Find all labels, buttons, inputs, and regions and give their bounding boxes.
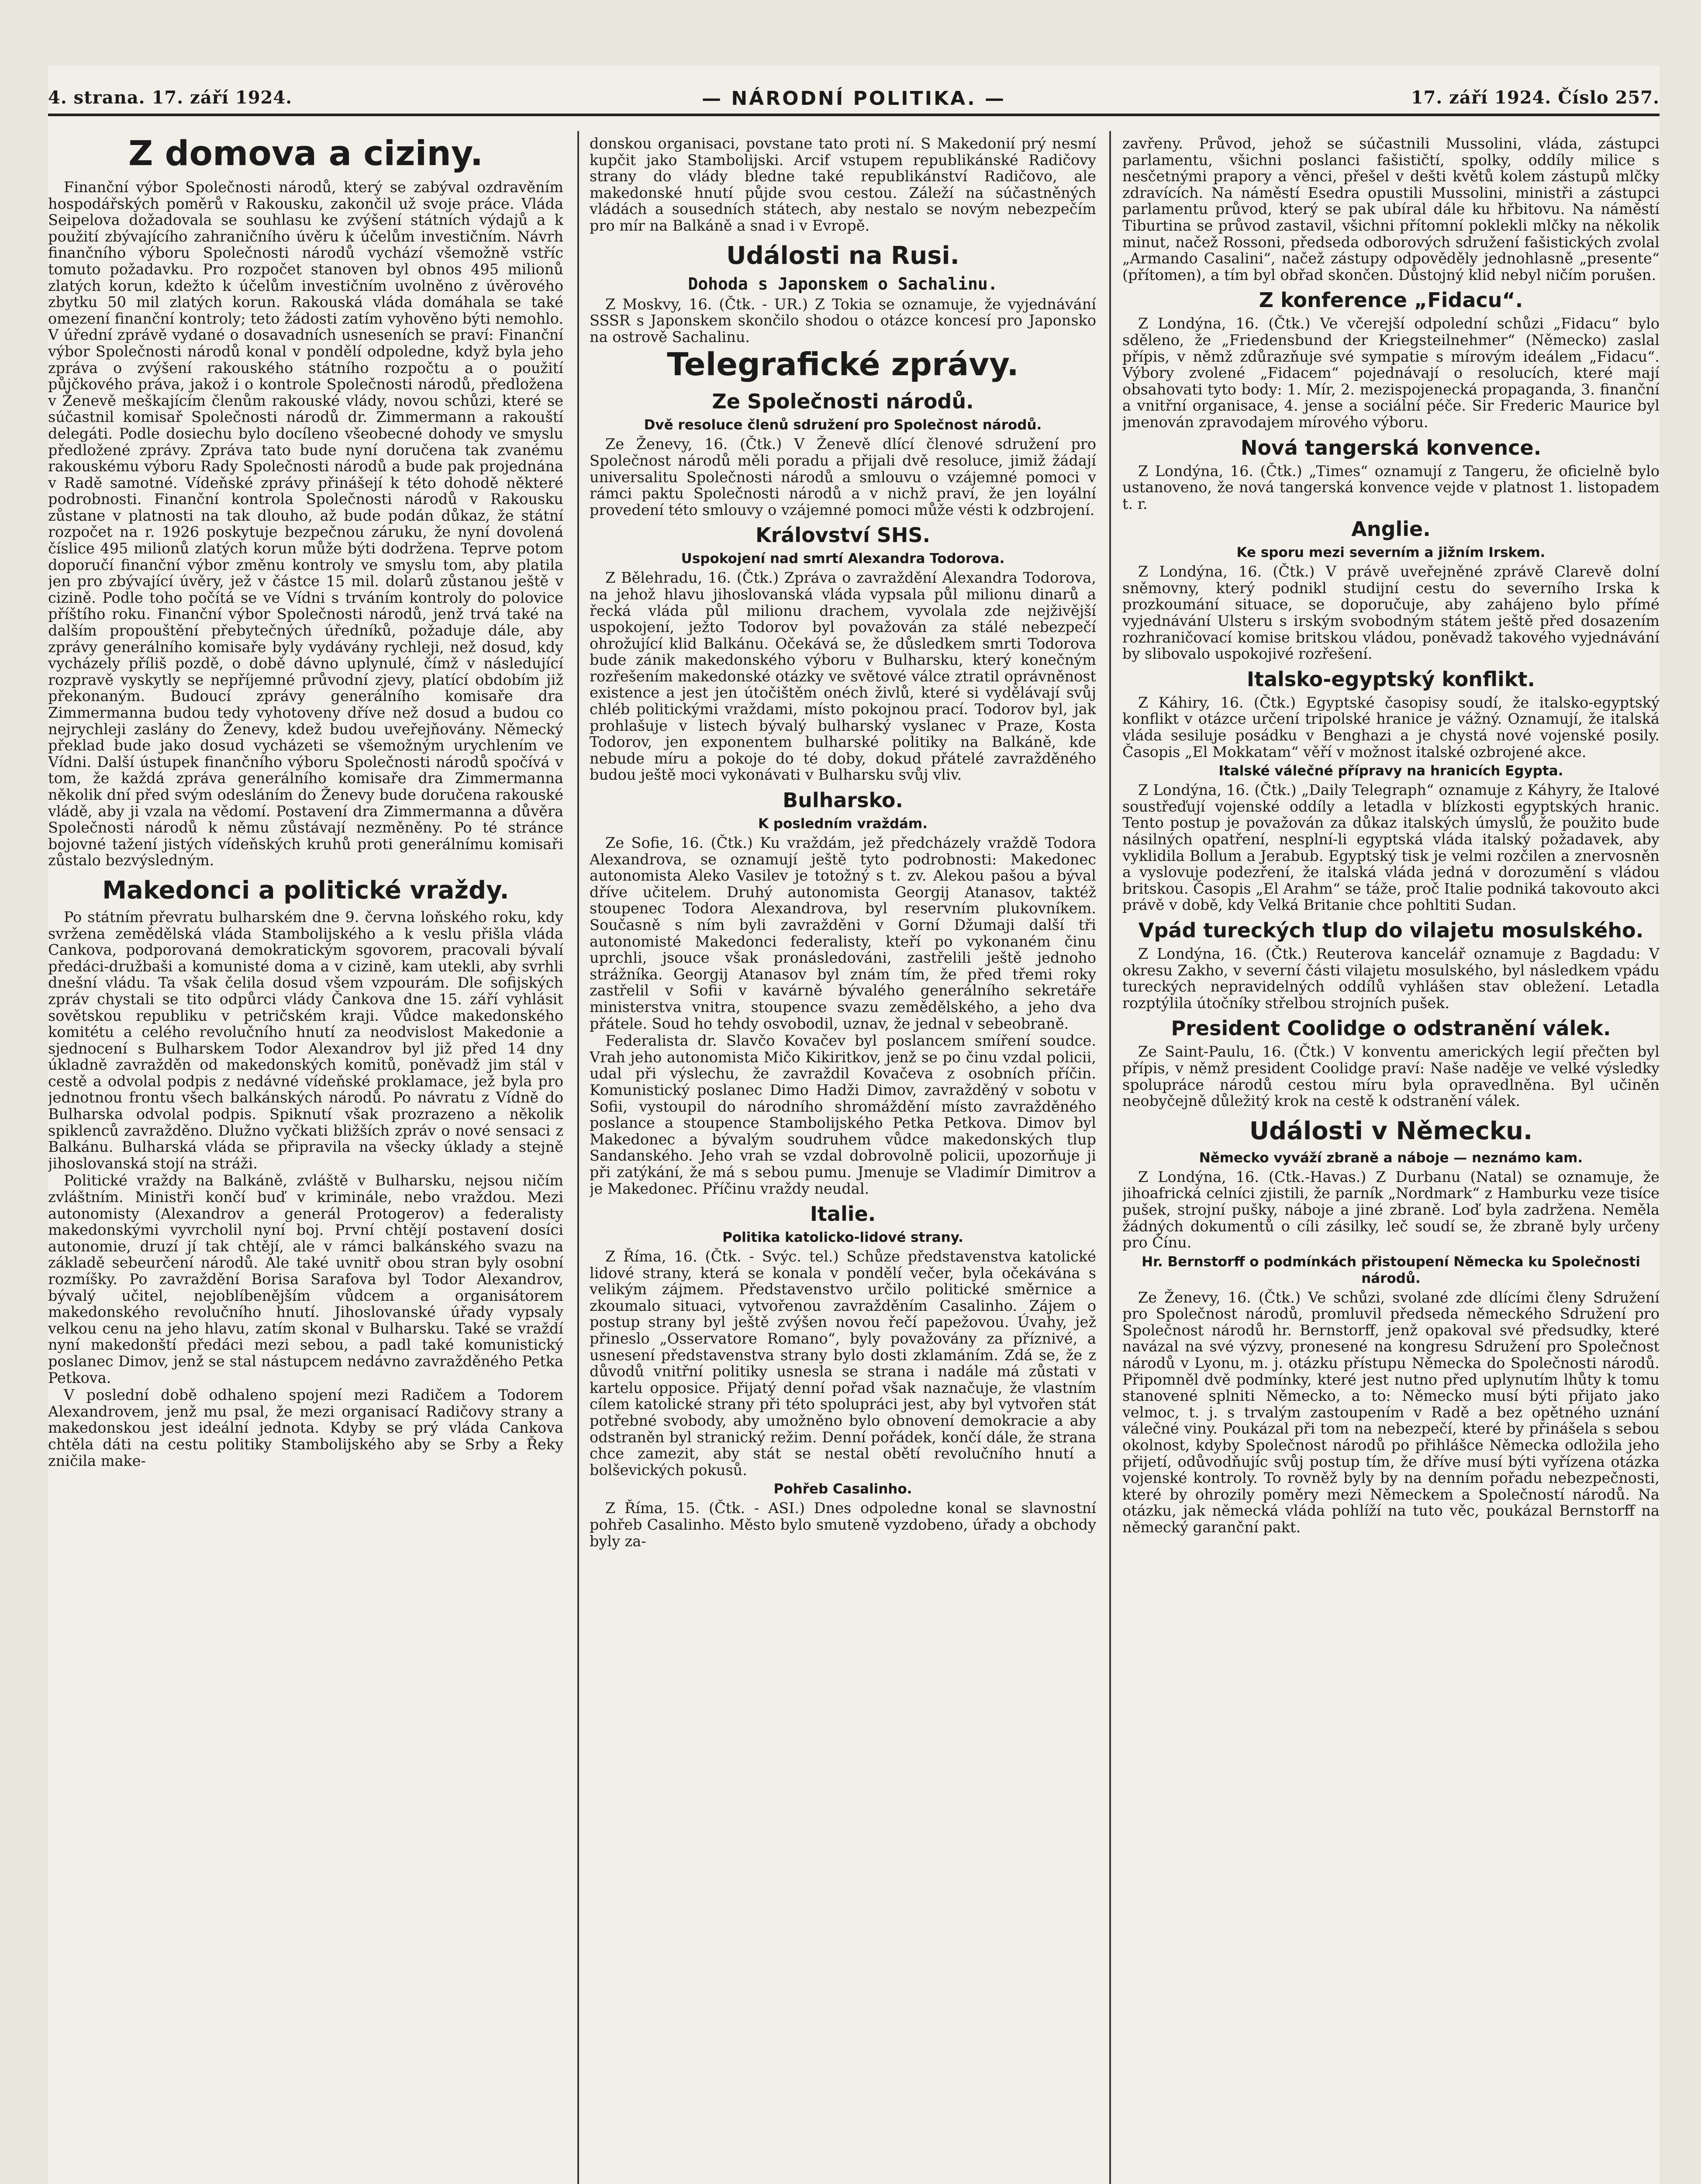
article-rakousko: Finanční výbor Společnosti národů, který se zabýval ozdravěním hospodářských poměrů v Rakousku, zakončil už svoje práce. Vláda Seipelova dožadovala se souhlasu ke zvýšení státních výdajů a k použití zbývajícího zahraničního úvěru k účelům investičním. Návrh finančního výboru Společnosti národů vychází všemožně vstříc tomuto požadavku. Pro rozpočet stanoven byl obnos 495 milionů zlatých korun, kdežto k účelům investičním uvolněno z úvěrového zbytku 50 mil zlatých korun. Rakouská vláda domáhala se také omezení finanční kontroly; teto žádosti zatím vyhověno býti nemohlo. V úřední zprávě vydané o dosavadních usneseních se praví: Finanční výbor Společnosti národů konal v pondělí odpoledne, když byla jeho zpráva o zvýšení rakouského státního rozpočtu a o použití půjčkového práva, jakož i o kontrole Společnosti národů, předložena v Ženevě meškajícím členům rakouské vlády, novou schůzi, které se súčastnil komisař Společnosti národů dr. Zimmermann a rakouští delegáti. Podle dosiechu bylo docíleno všeobecné dohody ve smyslu předložené zprávy. Zpráva tato bude nyní doručena tak zvanému rakouskému výboru Rady Společnosti národů a bude pak projednána v Radě samotné. Vídeňské zprávy přinášejí k této dohodě některé podrobnosti. Finanční kontrola Společnosti národů v Rakousku zůstane v platnosti na tak dlouho, až bude podán důkaz, že státní rozpočet na r. 1926 poskytuje bezpečnou záruku, že nyní dovolená číslice 495 milionů zlatých korun může býti dodržena. Teprve potom doporučí finanční výbor změnu kontroly ve smyslu tom, aby platila jen pro zbývající úvěry, jež v částce 15 mil. dolarů zůstanou ještě v cizině. Podle toho počítá se ve Vídni s trváním kontroly do polovice příštího roku. Finanční výbor Společnosti národů, jenž trvá také na dalším propouštění přebytečných úředníků, požaduje dále, aby zprávy generálního komisaře byly vydávány rychleji, než dosud, kdy vycházely příliš pozdě, o době dávno uplynulé, čímž v následující rozpravě vyskytly se nepříjemné průvodní zjevy, platící obdobím již překonaným. Budoucí zprávy generálního komisaře dra Zimmermanna budou tedy vyhotoveny dříve než dosud a budou co nejrychleji zaslány do Ženevy, kdež budou uveřejňovány. Německý překlad bude jako dosud vycházeti se všemožným urychlením ve Vídni. Další ústupek finančního výboru Společnosti národů spočívá v tom, že každá zpráva generálního komisaře dra Zimmermanna několik dní před svým odesláním do Ženevy bude doručena rakouské vládě, aby ji vzala na vědomí. Postavení dra Zimmermanna a důvěra Společnosti národů k němu zůstávají nezměněny. Po té stránce bojovné tažení jistých vídeňských kruhů proti generálnímu komisaři zůstalo bezvýsledným. [48, 179, 563, 869]
page-header [48, 66, 1660, 116]
article-paragraph: Z Londýna, 16. (Ctk.-Havas.) Z Durbanu (Natal) se oznamuje, že jihoafrická celníci zjistili, že parník „Nordmark“ z Hamburku veze tisíce pušek, strojní pušky, náboje a jiné zbraně. Loď byla zadržena. Neměla žádných dokumentů o cíli zásilky, leč soudí se, že zbraně byly určeny pro Čínu. [1122, 1168, 1660, 1251]
heading-spolecnost-narodu: Ze Společnosti národů. [712, 390, 974, 414]
article-paragraph: Ze Sofie, 16. (Čtk.) Ku vraždám, jež předcházely vraždě Todora Alexandrova, se oznamují ještě tyto podrobnosti: Makedonec autonomista Aleko Vasilev je totožný s t. zv. Alekou pašou a býval dříve učitelem. Druhý autonomista Georgij Atanasov, taktéž stoupenec Todora Alexandrova, byl reservním plukovníkem. Současně s ním byli zavražděni v Gorní Džumaji další tři autonomisté Makedonci federalisty, kteří po vykonaném činu uprchli, jsouce však pronásledováni, zastřelili ještě jednoho strážníka. Georgij Atanasov byl znám tím, že před třemi roky zastřelil v Sofii v kavárně bývalého generálního sekretáře ministerstva vnitra, stoupence svazu zemědělského, a jeho dva přátele. Soud ho tehdy osvobodil, uznav, že jednal v sebeobraně. [590, 834, 1096, 1032]
heading-tanger: Nová tangerská konvence. [1240, 435, 1542, 460]
article-paragraph: Ze Ženevy, 16. (Čtk.) V Ženevě dlící členové sdružení pro Společnost národů měli poradu a přijali dvě resoluce, jimiž žádají universalitu Společnosti národů a smlouvu o vzájemné pomoci v rámci paktu Společnosti národů a v nichž praví, že jen loyální provedení této smlouvy o vzájemné pomoci může vésti k odzbrojení. [590, 435, 1096, 518]
article-paragraph: Federalista dr. Slavčo Kovačev byl poslancem smíření soudce. Vrah jeho autonomista Mičo Kikiritkov, jenž se po činu vzdal policii, udal při výslechu, že zavraždil Kovačeva z osobních příčin. Komunistický poslanec Dimo Hadži Dimov, zavražděný v sobotu v Sofii, vystoupil do národního shromáždění místo zavražděného poslance a stoupence Stambolijského Petka Petkova. Dimov byl Makedonec a bývalým soudruhem vůdce makedonských tlup Sandanského. Jeho vrah se vzdal dobrovolně policii, upozorňuje ji při zatýkání, že má s sebou pumu. Jmenuje se Vladimír Dimitrov a je Makedonec. Příčinu vraždy neudal. [590, 1032, 1096, 1197]
heading-rusi: Události na Rusi. [726, 241, 959, 270]
section-title-telegraphic: Telegrafické zprávy. [667, 346, 1019, 383]
column-1 [48, 135, 563, 2184]
article-paragraph: Z Londýna, 16. (Čtk.) Ve včerejší odpolední schůzi „Fidacu“ bylo sděleno, že „Friedensbund der Kriegsteilnehmer“ (Německo) zaslal přípis, v němž zdůrazňuje své sympatie s mírovým ideálem „Fidacu“. Výbory zvolené „Fidacem“ pojednávají o resolucích, které mají obsahovati tyto body: 1. Mír, 2. mezispojenecká propaganda, 3. finanční a vnitřní organisace, 4. jense a sociální péče. Sir Frederic Maurice byl jmenován zpravodajem mírového výboru. [1122, 315, 1660, 431]
masthead-title: — NÁRODNÍ POLITIKA. — [702, 87, 1006, 110]
subheading-resoluce: Dvě resoluce členů sdružení pro Společnost národů. [644, 417, 1042, 433]
article-paragraph: Z Moskvy, 16. (Čtk. - UR.) Z Tokia se oznamuje, že vyjednávání SSSR s Japonskem skončilo shodou o otázce koncesí pro Japonsko na ostrově Sachalinu. [590, 295, 1096, 346]
article-paragraph: Po státním převratu bulharském dne 9. června loňského roku, kdy svržena zemědělská vláda Stambolijského a k veslu přišla vláda Cankova, podporovaná demokratickým sgovorem, pracovali bývalí předáci-družbaši a komunisté doma a v cizině, kam utekli, aby svrhli dnešní vládu. Ta však čelila dosud všem vzpourám. Dle sofijských zpráv chystali se tito odpůrci vlády Čankova dne 15. září vyhlásit sovětskou republiku v petričském kraji. Vůdce makedonského komitétu a celého revolučního hnutí za neodvislost Makedonie a sjednocení s Bulharskem Todor Alexandrov byl již před 14 dny úkladně zavražděn od makedonských komitů, poněvadž jim stál v cestě a odvolal podpis z nedávné vídeňské proklamace, jež byla pro jednotnou frontu všech balkánských národů. Po návratu z Vídně do Bulharska odvolal podpis. Spiknutí však prozrazeno a několik spiklenců zavražděno. Dlužno vyčkati bližších zpráv o nové sensaci z Balkánu. Bulharská vláda se připravila na všecky úklady a stejně jihoslovanská stojí na stráži. [48, 908, 563, 1172]
subheading-irsko: Ke sporu mezi severním a jižním Irskem. [1236, 545, 1546, 561]
article-paragraph: Z Říma, 15. (Čtk. - ASI.) Dnes odpoledne konal se slavnostní pohřeb Casalinho. Město bylo smuteně vyzdobeno, úřady a obchody byly za- [590, 1500, 1096, 1550]
heading-fidac: Z konference „Fidacu“. [1259, 288, 1523, 312]
heading-italsko-egyptsky: Italsko-egyptský konflikt. [1247, 667, 1535, 691]
subheading-sachalin: Dohoda s Japonskem o Sachalinu. [688, 274, 998, 294]
article-paragraph: V poslední době odhaleno spojení mezi Radičem a Todorem Alexandrovem, jenž mu psal, že mezi organisací Radičovy strany a makedonskou jest ideální jednota. Kdyby se prý vláda Cankova chtěla dáti na cestu politiky Stambolijského aby se Srby a Řeky zničila make- [48, 1386, 563, 1469]
article-paragraph: Ze Saint-Paulu, 16. (Čtk.) V konventu amerických legií přečten byl přípis, v němž president Coolidge praví: Naše naděje ve velké výsledky spolupráce národů cestou míru byla opravedlněna. Byl učiněn neobyčejně důležitý krok na cestě k odstranění válek. [1122, 1043, 1660, 1110]
subheading-todorov: Uspokojení nad smrtí Alexandra Todorova. [681, 551, 1005, 567]
column-3 [1122, 135, 1660, 2184]
subheading-vrazdy: K posledním vraždám. [758, 816, 928, 832]
heading-nemecko: Události v Německu. [1249, 1116, 1533, 1145]
article-paragraph: Z Káhiry, 16. (Čtk.) Egyptské časopisy soudí, že italsko-egyptský konflikt v otázce určení tripolské hranice je vážný. Oznamují, že italská vláda sesiluje posádku v Benghazi a je chystá nové vojenské posily. Časopis „El Mokkatam“ věří v možnost italské ozbrojené akce. [1122, 694, 1660, 760]
article-continuation: donskou organisaci, povstane tato proti ní. S Makedonií prý nesmí kupčit jako Stambolijski. Arcif vstupem republikánské Radičovy strany do vlády bledne také republikánství Radičovo, ale makedonské hnutí půjde svou cestou. Záleží na súčastněných vládách a sousedních státech, aby nestalo se novým nebezpečím pro mír na Balkáně a snad i v Evropě. [590, 135, 1096, 234]
article-paragraph: Z Bělehradu, 16. (Čtk.) Zpráva o zavraždění Alexandra Todorova, na jehož hlavu jihoslovanská vláda vypsala půl milionu dinarů a řecká vláda půl milionu drachem, vyvolala zde nejživější uspokojení, ježto Todorov byl považován za stálé nebezpečí ohrožující klid Balkánu. Očekává se, že důsledkem smrti Todorova bude zánik makedonského výboru v Bulharsku, který konečným rozřešením makedonské otázky ve světové válce ztratil oprávněnost existence a jest jen útočištěm onéch živlů, které si vydělávají svůj chléb politickými vraždami, místo pokojnou prací. Todorov byl, jak prohlašuje v listech bývalý bulharský vyslanec v Praze, Kosta Todorov, jen exponentem bulharské politiky na Balkáně, kde nebude míru a pokoje do té doby, dokud přátelé zavražděného budou ještě moci vykonávati v Bulharsku svůj vliv. [590, 569, 1096, 784]
column-rule [577, 131, 579, 2184]
article-paragraph: Z Londýna, 16. (Čtk.) V právě uveřejněné zprávě Clarevě dolní sněmovny, který podnikl studijní cestu do severního Irska k prozkoumání situace, se doporučuje, aby zahájeno bylo přímé vyjednávání Ulsteru s irským svobodným státem ještě před dosazením rozhraničovací komise britskou vládou, poněvadž takového vyjednávání by slibovalo uspokojivé rozřešení. [1122, 563, 1660, 663]
article-paragraph: Ze Ženevy, 16. (Čtk.) Ve schůzi, svolané zde dlícími členy Sdružení pro Společnost národů, promluvil předseda německého Sdružení pro Společnost národů hr. Bernstorff, jenž opakoval své předsudky, které navázal na své výzvy, pronesené na kongresu Sdružení pro Společnost národů v Lyonu, m. j. otázku přístupu Německa do Společnosti národů. Připomněl dvě podmínky, které jest nutno před uplynutím lhůty k tomu stanovené splniti Německo, a to: Německo musí býti přijato jako velmoc, t. j. s trvalým zastoupením v Radě a bez opětného uznání válečné viny. Poukázal při tom na nebezpečí, které by přinášela s sebou okolnost, kdyby Společnost národů po přihlášce Německa odložila jeho přijetí, odůvodňujíc svůj postup tím, že dříve musí býti vyřízena otázka vojenské kontroly. To rovněž byly by na denním pořadu nebezpečnosti, které by ohrozily poměry mezi Německem a Společností národů. Na otázku, jak německá vláda pohlíží na tuto věc, poukázal Bernstorff na německý garanční pakt. [1122, 1289, 1660, 1536]
header-issue-number: 17. září 1924. Číslo 257. [1411, 87, 1660, 108]
heading-coolidge: President Coolidge o odstranění válek. [1171, 1016, 1611, 1040]
article-paragraph: Politické vraždy na Balkáně, zvláště v Bulharsku, nejsou ničím zvláštním. Ministři končí buď v kriminále, nebo vraždou. Mezi autonomisty (Alexandrov a generál Protogerov) a federalisty makedonskými vyvrcholil nyní boj. První chtějí postavení dosíci autonomie, druzí jí tak chtějí, ale v rámci balkánského svazu na základě sebeurčení národů. Ale také uvnitř obou stran byly osobní rozmíšky. Po zavraždění Borisa Sarafova byl Todor Alexandrov, bývalý učitel, nejoblíbenějším vůdcem a organisátorem makedonského revolučního hnutí. Jihoslovanské úřady vypsaly velkou cenu na jeho hlavu, zatím skonal v Bulharsku. Také se vraždí nyní makedonští předáci mezi sebou, a padl také komunistický poslanec Dimov, jenž se stal nástupcem nedávno zavražděného Petka Petkova. [48, 1172, 563, 1386]
heading-anglie: Anglie. [1351, 517, 1431, 541]
column-rule [1109, 131, 1111, 2184]
subheading-bernstorff: Hr. Bernstorff o podmínkách přistoupení Německa ku Společnosti národů. [1142, 1254, 1640, 1286]
column-2 [590, 135, 1096, 2184]
article-paragraph: Z Londýna, 16. (Čtk.) „Daily Telegraph“ oznamuje z Káhyry, že Italové soustřeďují vojenské oddíly a letadla v blízkosti egyptských hranic. Tento postup je považován za důkaz italských úmyslů, že použito bude násilných opatření, nesplní-li egyptská vláda italský požadavek, aby vyklidila Bollum a Jerabub. Egyptský tisk je velmi rozčilen a znervosněn a vyslovuje podezření, že italská vláda jedná v dorozumění s vládou britskou. Časopis „El Arahm“ se táže, proč Italie podniká takovouto akci právě v době, kdy Velká Britanie chce pohltiti Sudan. [1122, 781, 1660, 914]
article-paragraph: Z Říma, 16. (Čtk. - Svýc. tel.) Schůze představenstva katolické lidové strany, která se konala v pondělí večer, byla očekávána s velikým zájmem. Představenstvo určilo politické směrnice a zkoumalo situaci, vytvořenou zavražděním Casalinho. Zájem o postup strany byl ještě zvýšen novou řečí papežovou. Úvahy, jež přineslo „Osservatore Romano“, byly považovány za příznivé, a usnesení představenstva strany bylo dosti zklamáním. Zdá se, že z důvodů vnitřní politiky usnesla se strana i nadále má zůstati v kartelu opposice. Přijatý denní pořad však naznačuje, že vlastním cílem katolické strany při této spolupráci jest, aby byl vytvořen stát potřebné svobody, aby umožněno bylo obnovení demokracie a aby odstraněn byl stranický režim. Denní pořádek, končí dále, že strana chce zamezit, aby stát se nestal obětí revolučního hnutí a bolševických pokusů. [590, 1248, 1096, 1479]
subheading-pohreb: Pohřeb Casalinho. [773, 1481, 912, 1497]
heading-bulharsko: Bulharsko. [783, 788, 903, 812]
article-paragraph: Z Londýna, 16. (Čtk.) „Times“ oznamují z Tangeru, že oficielně bylo ustanoveno, že nová tangerská konvence vejde v platnost 1. listopadem t. r. [1122, 462, 1660, 512]
article-paragraph: Z Londýna, 16. (Čtk.) Reuterova kancelář oznamuje z Bagdadu: V okresu Zakho, v severní části vilajetu mosulského, byl následkem vpádu tureckých nepravidelných oddílů vyhlášen stav obležení. Letadla rozptýlila útočníky střelbou strojních pušek. [1122, 945, 1660, 1012]
article-heading-makedonci: Makedonci a politické vraždy. [102, 876, 509, 905]
heading-vpad: Vpád tureckých tlup do vilajetu mosulského. [1138, 918, 1644, 942]
heading-shs: Království SHS. [755, 523, 931, 547]
article-continuation: zavřeny. Průvod, jehož se súčastnili Mussolini, vláda, zástupci parlamentu, všichni poslanci fašističtí, spolky, oddíly milice s nesčetnými prapory a věnci, přešel v dešti květů kolem zástupů mlčky zdravících. Na náměstí Esedra opustili Mussolini, ministři a zástupci parlamentu průvod, který se pak ubíral dále ku hřbitovu. Na náměstí Tiburtina se průvod zastavil, všichni přítomní poklekli mlčky na několik minut, načež Rossoni, předseda odborových sdružení fašistických zvolal „Armando Casalini“, načež zástupy odpověděly jednohlasně „presente“ (přítomen), a tím byl obřad skončen. Důstojný klid nebyl ničím porušen. [1122, 135, 1660, 283]
subheading-katolicka-strana: Politika katolicko-lidové strany. [722, 1230, 963, 1246]
newspaper-page [48, 66, 1660, 2184]
header-page-date: 4. strana. 17. září 1924. [48, 87, 293, 108]
subheading-zbrane: Německo vyváží zbraně a náboje — neznámo kam. [1199, 1150, 1583, 1166]
subheading-valecne-pripravy: Italské válečné přípravy na hranicích Egypta. [1218, 763, 1563, 779]
section-title: Z domova a ciziny. [128, 135, 483, 173]
heading-italie: Italie. [810, 1202, 876, 1226]
